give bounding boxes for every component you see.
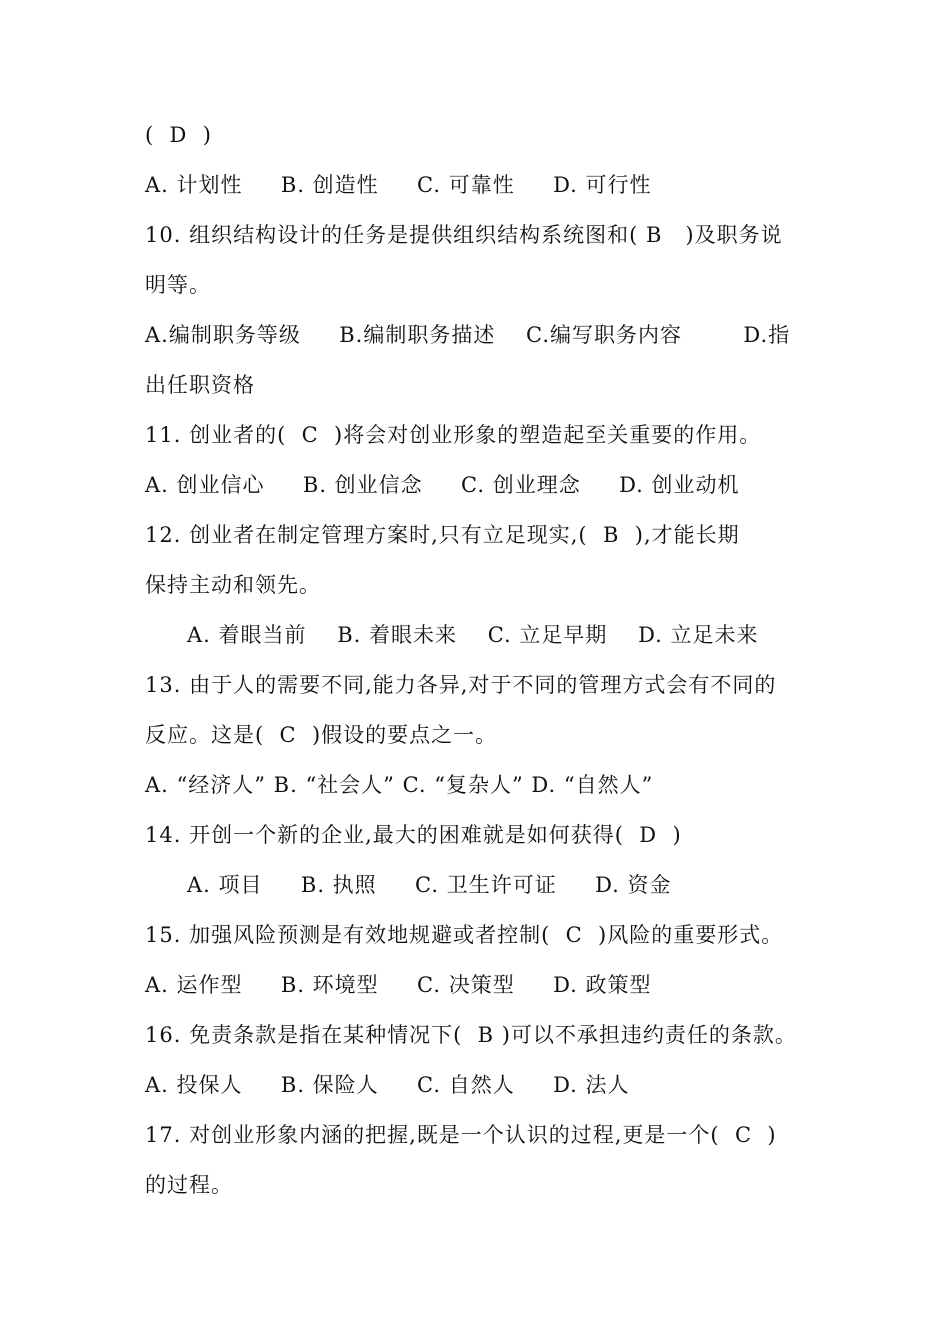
options-line-9: A. 计划性 B. 创造性 C. 可靠性 D. 可行性 bbox=[145, 173, 652, 197]
question-14: 14. 开创一个新的企业,最大的困难就是如何获得( D ) bbox=[145, 823, 682, 847]
answer-line-9: ( D ) bbox=[145, 123, 212, 147]
question-17-line-2: 的过程。 bbox=[145, 1173, 233, 1197]
options-line-14: A. 项目 B. 执照 C. 卫生许可证 D. 资金 bbox=[187, 873, 672, 897]
question-15: 15. 加强风险预测是有效地规避或者控制( C )风险的重要形式。 bbox=[145, 923, 784, 947]
options-line-11: A. 创业信心 B. 创业信念 C. 创业理念 D. 创业动机 bbox=[145, 473, 740, 497]
options-line-12: A. 着眼当前 B. 着眼未来 C. 立足早期 D. 立足未来 bbox=[187, 623, 759, 647]
question-13-line-2: 反应。这是( C )假设的要点之一。 bbox=[145, 723, 498, 747]
question-17-line-1: 17. 对创业形象内涵的把握,既是一个认识的过程,更是一个( C ) bbox=[145, 1123, 777, 1147]
question-10-line-2: 明等。 bbox=[145, 273, 211, 297]
options-line-15: A. 运作型 B. 环境型 C. 决策型 D. 政策型 bbox=[145, 973, 652, 997]
question-10-line-1: 10. 组织结构设计的任务是提供组织结构系统图和( B )及职务说 bbox=[145, 223, 783, 247]
options-line-13: A. “经济人” B. “社会人” C. “复杂人” D. “自然人” bbox=[145, 773, 654, 797]
question-12-line-2: 保持主动和领先。 bbox=[145, 573, 321, 597]
options-line-10b: 出任职资格 bbox=[145, 373, 255, 397]
options-line-10a: A.编制职务等级 B.编制职务描述 C.编写职务内容 D.指 bbox=[145, 323, 791, 347]
question-12-line-1: 12. 创业者在制定管理方案时,只有立足现实,( B ),才能长期 bbox=[145, 523, 740, 547]
question-13-line-1: 13. 由于人的需要不同,能力各异,对于不同的管理方式会有不同的 bbox=[145, 673, 777, 697]
question-11: 11. 创业者的( C )将会对创业形象的塑造起至关重要的作用。 bbox=[145, 423, 762, 447]
question-16: 16. 免责条款是指在某种情况下( B )可以不承担违约责任的条款。 bbox=[145, 1023, 797, 1047]
options-line-16: A. 投保人 B. 保险人 C. 自然人 D. 法人 bbox=[145, 1073, 630, 1097]
